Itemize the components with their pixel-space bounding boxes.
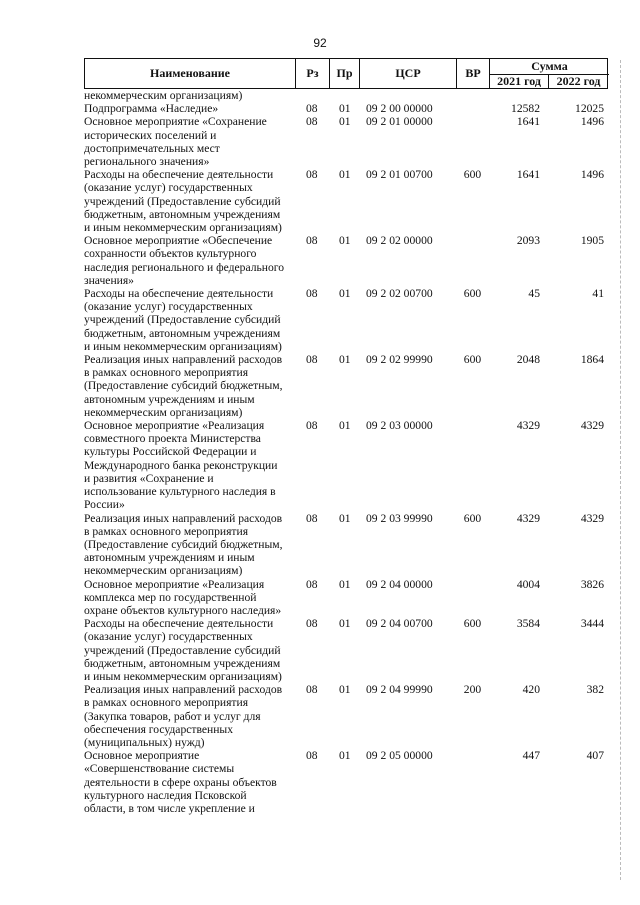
row-name: Реализация иных направлений расходов в рамках основного мероприятия (Предоставление субсидий бюджетным, автономным учреждениям и иным некоммерческим организациям) bbox=[84, 511, 283, 578]
row-sum-2022: 407 bbox=[586, 749, 604, 763]
row-rz: 08 bbox=[306, 749, 318, 763]
row-sum-2022: 12025 bbox=[575, 102, 604, 116]
row-rz: 08 bbox=[306, 617, 318, 631]
row-sum-2022: 3826 bbox=[580, 577, 604, 591]
row-csr: 09 2 00 00000 bbox=[366, 102, 433, 116]
row-rz: 08 bbox=[306, 683, 318, 697]
scan-edge-line bbox=[620, 60, 622, 880]
header-year-2021: 2021 год bbox=[490, 74, 549, 88]
row-sum-2021: 12582 bbox=[511, 102, 540, 116]
row-name: Расходы на обеспечение деятельности (оказание услуг) государственных учреждений (Предоставление субсидий бюджетным, автономным учреждениям и иным некоммерческим организациям) bbox=[84, 287, 282, 353]
row-name: Расходы на обеспечение деятельности (оказание услуг) государственных учреждений (Предоставление субсидий бюджетным, автономным учреждениям и иным некоммерческим организациям) bbox=[84, 617, 282, 683]
row-sum-2021: 2048 bbox=[516, 353, 540, 367]
row-name: Основное мероприятие «Реализация совместного проекта Министерства культуры Российской Федерации и Международного банка реконструкции и развития «Сохранение и использование культурного наследия в России» bbox=[84, 419, 278, 512]
row-csr: 09 2 05 00000 bbox=[366, 749, 433, 763]
row-vr: 600 bbox=[463, 617, 482, 631]
row-vr: 600 bbox=[463, 287, 482, 301]
row-sum-2022: 4329 bbox=[580, 511, 604, 525]
table-row bbox=[84, 617, 608, 683]
row-vr: 600 bbox=[463, 168, 482, 182]
table-row bbox=[84, 287, 608, 353]
row-csr: 09 2 04 99990 bbox=[366, 683, 433, 697]
row-pr: 01 bbox=[339, 577, 351, 591]
header-rz: Рз bbox=[296, 59, 330, 88]
table-row bbox=[84, 168, 608, 234]
row-sum-2022: 3444 bbox=[580, 617, 604, 631]
row-name: Реализация иных направлений расходов в рамках основного мероприятия (Закупка товаров, работ и услуг для обеспечения государственных (муниципальных) нужд) bbox=[84, 683, 283, 749]
row-rz: 08 bbox=[306, 419, 318, 433]
table-row bbox=[84, 102, 608, 115]
row-sum-2022: 1496 bbox=[580, 168, 604, 182]
row-csr: 09 2 03 00000 bbox=[366, 419, 433, 433]
row-pr: 01 bbox=[339, 511, 351, 525]
row-csr: 09 2 01 00000 bbox=[366, 115, 433, 129]
table-body bbox=[84, 89, 608, 815]
table-row bbox=[84, 683, 608, 749]
row-pr: 01 bbox=[339, 102, 351, 116]
row-sum-2021: 1641 bbox=[516, 115, 540, 129]
row-csr: 09 2 04 00700 bbox=[366, 617, 433, 631]
row-csr: 09 2 02 00700 bbox=[366, 287, 433, 301]
row-pr: 01 bbox=[339, 749, 351, 763]
row-name: некоммерческим организациям) bbox=[84, 89, 243, 102]
row-vr: 200 bbox=[463, 683, 482, 697]
header-name: Наименование bbox=[85, 59, 296, 88]
page-number: 92 bbox=[313, 36, 327, 50]
row-pr: 01 bbox=[339, 234, 351, 248]
table-row bbox=[84, 353, 608, 419]
row-sum-2021: 2093 bbox=[516, 234, 540, 248]
row-sum-2021: 1641 bbox=[516, 168, 540, 182]
row-name: Основное мероприятие «Сохранение исторических поселений и достопримечательных мест регионального значения» bbox=[84, 115, 267, 169]
row-vr: 600 bbox=[463, 511, 482, 525]
row-sum-2021: 4004 bbox=[516, 577, 540, 591]
row-pr: 01 bbox=[339, 419, 351, 433]
row-sum-2021: 420 bbox=[522, 683, 540, 697]
row-rz: 08 bbox=[306, 115, 318, 129]
row-name: Основное мероприятие «Реализация комплекса мер по государственной охране объектов культурного наследия» bbox=[84, 577, 282, 617]
row-sum-2022: 1864 bbox=[580, 353, 604, 367]
row-rz: 08 bbox=[306, 287, 318, 301]
row-csr: 09 2 02 00000 bbox=[366, 234, 433, 248]
row-csr: 09 2 02 99990 bbox=[366, 353, 433, 367]
table-row bbox=[84, 89, 608, 102]
row-name: Основное мероприятие «Обеспечение сохранности объектов культурного наследия регионального и федерального значения» bbox=[84, 234, 285, 287]
row-sum-2021: 3584 bbox=[516, 617, 540, 631]
table-header bbox=[84, 58, 608, 89]
row-csr: 09 2 04 00000 bbox=[366, 577, 433, 591]
header-csr: ЦСР bbox=[360, 59, 457, 88]
table-row bbox=[84, 578, 608, 618]
table-row bbox=[84, 512, 608, 578]
row-name: Подпрограмма «Наследие» bbox=[84, 102, 219, 116]
row-sum-2022: 1496 bbox=[580, 115, 604, 129]
header-pr: Пр bbox=[330, 59, 360, 88]
row-rz: 08 bbox=[306, 168, 318, 182]
header-sum-group bbox=[490, 59, 609, 88]
row-sum-2021: 4329 bbox=[516, 419, 540, 433]
table-row bbox=[84, 234, 608, 287]
table-row bbox=[84, 419, 608, 511]
table-row bbox=[84, 115, 608, 168]
row-pr: 01 bbox=[339, 168, 351, 182]
header-vr: ВР bbox=[457, 59, 490, 88]
row-sum-2022: 382 bbox=[586, 683, 604, 697]
row-vr: 600 bbox=[463, 353, 482, 367]
row-pr: 01 bbox=[339, 683, 351, 697]
row-sum-2021: 447 bbox=[522, 749, 540, 763]
row-rz: 08 bbox=[306, 511, 318, 525]
header-year-2022: 2022 год bbox=[556, 73, 601, 88]
row-pr: 01 bbox=[339, 287, 351, 301]
row-rz: 08 bbox=[306, 577, 318, 591]
row-sum-2021: 45 bbox=[528, 287, 540, 301]
row-pr: 01 bbox=[339, 353, 351, 367]
row-name: Основное мероприятие «Совершенствование системы деятельности в сфере охраны объектов культурного наследия Псковской области, в том числе укрепление и bbox=[84, 749, 277, 815]
row-rz: 08 bbox=[306, 234, 318, 248]
row-sum-2022: 1905 bbox=[580, 234, 604, 248]
row-name: Расходы на обеспечение деятельности (оказание услуг) государственных учреждений (Предоставление субсидий бюджетным, автономным учреждениям и иным некоммерческим организациям) bbox=[84, 168, 282, 235]
table-row bbox=[84, 749, 608, 815]
row-pr: 01 bbox=[339, 617, 351, 631]
row-csr: 09 2 01 00700 bbox=[366, 168, 433, 182]
row-sum-2022: 4329 bbox=[580, 419, 604, 433]
row-pr: 01 bbox=[339, 115, 351, 129]
row-name: Реализация иных направлений расходов в рамках основного мероприятия (Предоставление субсидий бюджетным, автономным учреждениям и иным некоммерческим организациям) bbox=[84, 353, 283, 419]
row-sum-2021: 4329 bbox=[516, 511, 540, 525]
row-csr: 09 2 03 99990 bbox=[366, 511, 433, 525]
row-sum-2022: 41 bbox=[592, 287, 604, 301]
row-rz: 08 bbox=[306, 353, 318, 367]
row-rz: 08 bbox=[306, 102, 318, 116]
header-sum: Сумма bbox=[490, 59, 609, 75]
